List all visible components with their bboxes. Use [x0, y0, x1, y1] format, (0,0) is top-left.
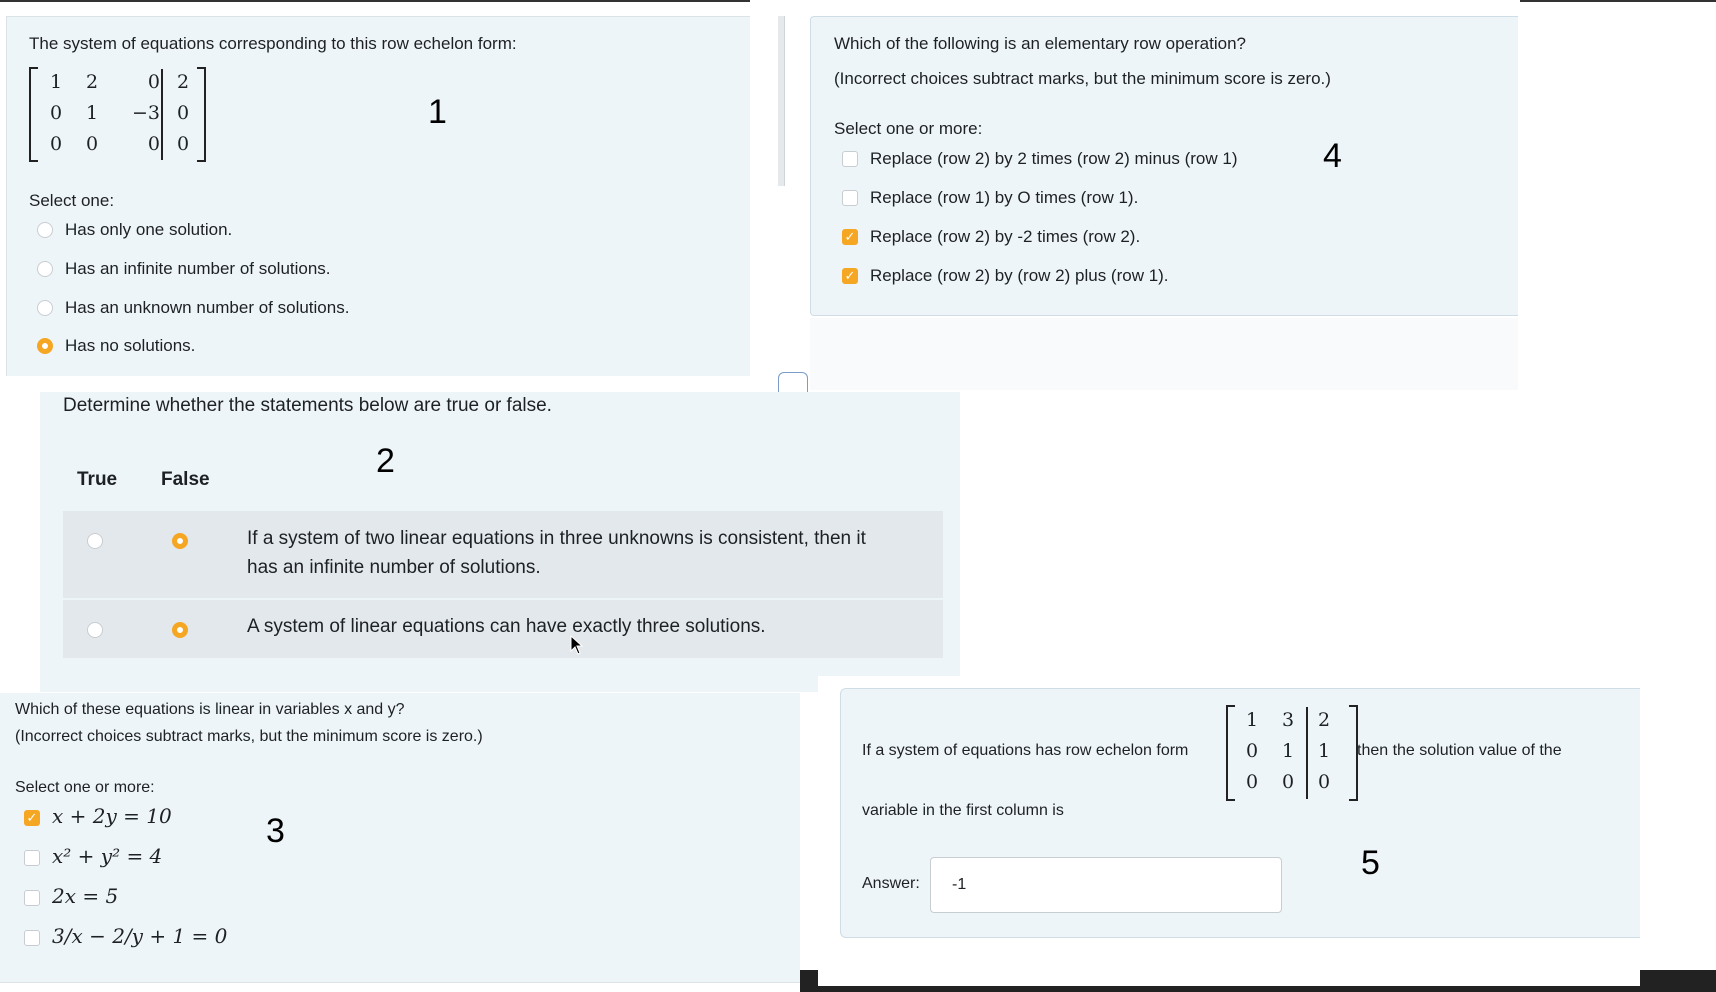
option-label: Replace (row 2) by 2 times (row 2) minus (row 1) — [870, 149, 1238, 168]
checkbox-option-4[interactable] — [24, 930, 40, 946]
option-label: Has an infinite number of solutions. — [65, 259, 331, 278]
radio-false[interactable] — [172, 533, 188, 549]
radio-only-one-solution[interactable] — [37, 222, 53, 238]
question-4-panel — [810, 16, 1518, 316]
statement-text: A system of linear equations can have exactly three solutions. — [247, 616, 766, 637]
matrix-cell: 1 — [49, 71, 63, 93]
matrix-cell: 0 — [147, 133, 160, 155]
mouse-pointer-icon — [570, 635, 584, 655]
question-1-prompt: The system of equations corresponding to this row echelon form: — [29, 34, 517, 53]
checkbox-option-1[interactable]: ✓ — [24, 810, 40, 826]
checkbox-option-4[interactable]: ✓ — [842, 268, 858, 284]
option-label: Has only one solution. — [65, 220, 233, 239]
select-more-label: Select one or more: — [834, 119, 983, 138]
checkbox-option-1[interactable] — [842, 151, 858, 167]
statement-text: If a system of two linear equations in three unknowns is consistent, then it has an infinite number of solutions. — [247, 528, 866, 578]
checkbox-option-2[interactable] — [24, 850, 40, 866]
matrix-cell: 2 — [1317, 709, 1331, 731]
top-border-left — [0, 0, 750, 2]
matrix-cell: 1 — [1245, 709, 1259, 731]
radio-unknown-solutions[interactable] — [37, 300, 53, 316]
question-3-prompt-text: Which of these equations is linear in variables x and y? — [15, 701, 405, 718]
matrix-cell: 2 — [85, 71, 99, 93]
matrix-cell: 0 — [147, 71, 160, 93]
question-number-label: 5 — [1361, 844, 1380, 882]
bottom-bar-right — [818, 986, 1640, 992]
matrix-cell: 0 — [49, 133, 63, 155]
checkbox-option-3[interactable]: ✓ — [842, 229, 858, 245]
radio-false[interactable] — [172, 622, 188, 638]
matrix-cell: 0 — [1245, 771, 1259, 793]
option-label: Replace (row 2) by -2 times (row 2). — [870, 227, 1141, 246]
q4-bottom-fill — [810, 318, 1518, 390]
question-5-panel — [840, 688, 1640, 938]
tab-edge — [778, 372, 808, 392]
select-more-label: Select one or more: — [15, 779, 155, 796]
table-row — [63, 600, 943, 658]
checkbox-option-2[interactable] — [842, 190, 858, 206]
matrix-cell: −3 — [131, 102, 160, 124]
question-3-note: (Incorrect choices subtract marks, but the minimum score is zero.) — [15, 728, 483, 745]
matrix-cell: 0 — [1245, 740, 1259, 762]
question-2-prompt: Determine whether the statements below are true or false. — [63, 395, 552, 416]
equation-label: x + 2y = 10 — [52, 804, 172, 828]
matrix-cell: 2 — [176, 71, 190, 93]
option-label: Replace (row 1) by O times (row 1). — [870, 188, 1139, 207]
bottom-bar-far-right — [1640, 970, 1716, 992]
question-1-panel — [6, 16, 750, 376]
equation-label: 3/x − 2/y + 1 = 0 — [52, 924, 228, 948]
matrix-cell: 0 — [176, 102, 190, 124]
question-3-panel — [0, 693, 800, 983]
question-5-prompt-before: If a system of equations has row echelon form — [862, 742, 1189, 759]
matrix-cell: 0 — [85, 133, 99, 155]
question-number-label: 3 — [266, 812, 285, 850]
question-2-panel — [40, 392, 960, 692]
radio-true[interactable] — [87, 533, 103, 549]
option-label: Has an unknown number of solutions. — [65, 298, 350, 317]
question-4-prompt: Which of the following is an elementary row operation? — [834, 34, 1246, 53]
question-4-note: (Incorrect choices subtract marks, but the minimum score is zero.) — [834, 69, 1331, 88]
answer-label: Answer: — [862, 875, 920, 892]
matrix-cell: 1 — [85, 102, 99, 124]
equation-label: 2x = 5 — [52, 884, 119, 908]
answer-input[interactable]: -1 — [930, 857, 1282, 913]
question-number-label: 1 — [428, 93, 447, 131]
checkbox-option-3[interactable] — [24, 890, 40, 906]
top-border-right — [1520, 0, 1716, 2]
question-number-label: 4 — [1323, 137, 1342, 175]
question-5-prompt-line2: variable in the first column is — [862, 802, 1064, 819]
matrix-cell: 3 — [1281, 709, 1295, 731]
option-label: Has no solutions. — [65, 336, 196, 355]
question-number-label: 2 — [376, 442, 395, 480]
select-one-label: Select one: — [29, 191, 115, 210]
table-row — [63, 511, 943, 598]
matrix-cell: 0 — [49, 102, 63, 124]
bottom-bar-left — [800, 970, 818, 992]
matrix-cell: 0 — [1281, 771, 1295, 793]
option-label: Replace (row 2) by (row 2) plus (row 1). — [870, 266, 1169, 285]
question-5-prompt-after: then the solution value of the — [1357, 742, 1562, 759]
matrix-cell: 0 — [176, 133, 190, 155]
radio-no-solutions[interactable] — [37, 338, 53, 354]
radio-true[interactable] — [87, 622, 103, 638]
scrollbar[interactable] — [778, 16, 785, 186]
equation-label: x² + y² = 4 — [52, 844, 163, 868]
question-3-prompt — [15, 701, 405, 719]
matrix-cell: 1 — [1317, 740, 1331, 762]
radio-infinite-solutions[interactable] — [37, 261, 53, 277]
column-header-false: False — [161, 469, 210, 490]
matrix-cell: 0 — [1317, 771, 1331, 793]
matrix-cell: 1 — [1281, 740, 1295, 762]
column-header-true: True — [77, 469, 118, 490]
